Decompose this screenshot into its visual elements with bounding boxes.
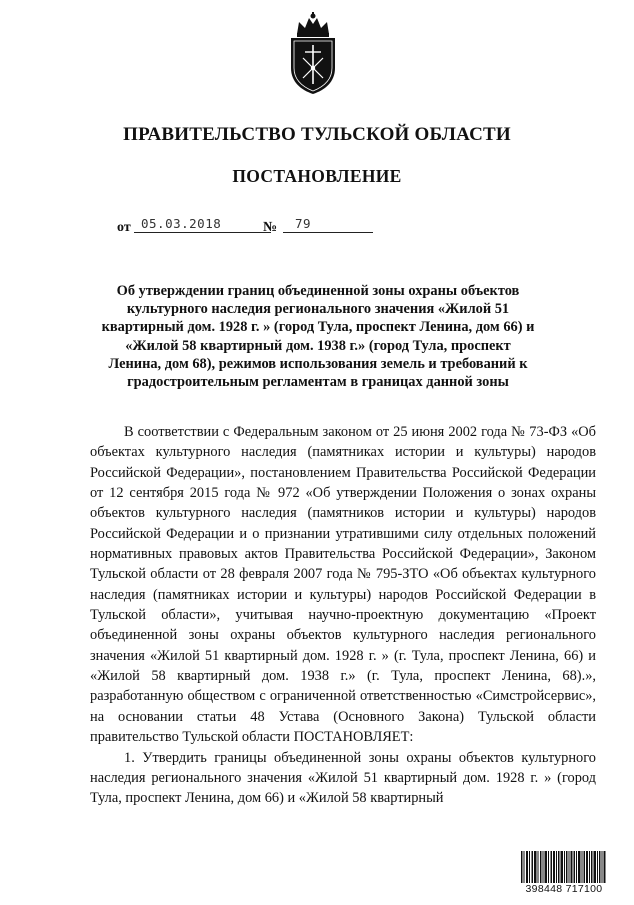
date-underline — [134, 232, 271, 233]
item-1-paragraph: 1. Утвердить границы объединенной зоны охраны объектов культурного наследия регионального значения «Жилой 51 квартирный дом. 1928 г. » (город Тула, проспект Ленина, дом 66) и «Жилой 58 квартирный — [90, 749, 596, 807]
number-label: № — [263, 220, 278, 235]
government-name: ПРАВИТЕЛЬСТВО ТУЛЬСКОЙ ОБЛАСТИ — [123, 124, 511, 145]
document-title: Об утверждении границ объединенной зоны охраны объектов культурного наследия регионального значения «Жилой 51 квартирный дом. 1928 г. » (город Тула, проспект Ленина, дом 66) и «Жилой 58 квартирный дом. 1938 г.» (город Тула, проспект Ленина, дом 68), режимов использования земель и требований к градостроительным регламентам в границах данной зоны — [101, 283, 535, 391]
coat-of-arms-icon — [283, 12, 343, 96]
document-type: ПОСТАНОВЛЕНИЕ — [232, 166, 402, 186]
number-value: 79 — [295, 216, 312, 231]
date-label: от — [117, 220, 131, 235]
date-value: 05.03.2018 — [141, 216, 222, 231]
number-underline — [283, 232, 373, 233]
barcode — [521, 851, 607, 897]
preamble-paragraph: В соответствии с Федеральным законом от 25 июня 2002 года № 73-ФЗ «Об объектах культурного наследия (памятниках истории и культуры) народов Российской Федерации», постановлением Правительства Российской Федерации от 12 сентября 2015 года № 972 «Об утверждении Положения о зонах охраны объектов культурного наследия (памятников истории и культуры) народов Российской Федерации и о признании утратившими силу отдельных положений нормативных правовых актов Правительства Российской Федерации», Законом Тульской области от 28 февраля 2007 года № 795-ЗТО «Об объектах культурного наследия (памятниках истории и культуры) народов Российской Федерации в Тульской области», учитывая научно-проектную документацию «Проект объединенной зоны охраны объектов культурного наследия регионального значения «Жилой 51 квартирный дом. 1928 г. » (г. Тула, проспект Ленина, 66) и «Жилой 58 квартирный дом. 1938 г.» (г. Тула, проспект Ленина, 68).», разработанную обществом с ограниченной ответственностью «Симстройсервис», на основании статьи 48 Устава (Основного Закона) Тульской области правительство Тульской области ПОСТАНОВЛЯЕТ: — [90, 424, 596, 746]
document-body — [90, 422, 596, 809]
barcode-number: 398448 717100 — [525, 883, 603, 895]
barcode-bars-icon — [521, 851, 607, 883]
